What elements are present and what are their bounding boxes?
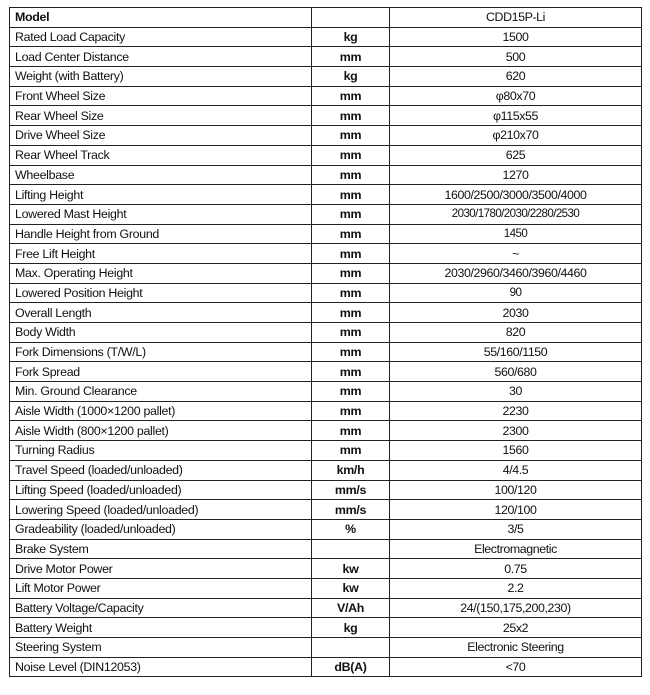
unit-cell: kw	[312, 559, 390, 579]
param-cell: Steering System	[10, 638, 312, 658]
param-cell: Free Lift Height	[10, 244, 312, 264]
unit-cell: km/h	[312, 460, 390, 480]
unit-cell: mm	[312, 323, 390, 343]
spec-row	[10, 47, 642, 67]
spec-row	[10, 106, 642, 126]
param-cell: Front Wheel Size	[10, 86, 312, 106]
unit-cell: mm	[312, 362, 390, 382]
unit-cell: mm	[312, 224, 390, 244]
value-cell: 2230	[390, 401, 642, 421]
param-cell: Min. Ground Clearance	[10, 382, 312, 402]
value-cell: 1500	[390, 27, 642, 47]
param-cell: Rear Wheel Track	[10, 145, 312, 165]
value-cell: 1600/2500/3000/3500/4000	[390, 185, 642, 205]
unit-cell: mm	[312, 126, 390, 146]
param-cell: Lowered Mast Height	[10, 204, 312, 224]
value-cell: 1270	[390, 165, 642, 185]
param-cell: Load Center Distance	[10, 47, 312, 67]
param-cell: Lowering Speed (loaded/unloaded)	[10, 500, 312, 520]
spec-row	[10, 559, 642, 579]
spec-row	[10, 657, 642, 677]
spec-row	[10, 323, 642, 343]
unit-cell: mm	[312, 165, 390, 185]
value-cell: 55/160/1150	[390, 342, 642, 362]
value-cell: 4/4.5	[390, 460, 642, 480]
spec-row	[10, 204, 642, 224]
param-cell: Max. Operating Height	[10, 263, 312, 283]
param-cell: Rear Wheel Size	[10, 106, 312, 126]
unit-cell: kw	[312, 578, 390, 598]
spec-row	[10, 500, 642, 520]
param-cell: Lowered Position Height	[10, 283, 312, 303]
spec-row	[10, 126, 642, 146]
spec-row	[10, 480, 642, 500]
spec-row	[10, 519, 642, 539]
spec-row	[10, 578, 642, 598]
spec-row	[10, 421, 642, 441]
param-cell: Lifting Height	[10, 185, 312, 205]
spec-row	[10, 86, 642, 106]
unit-cell: mm	[312, 185, 390, 205]
value-cell: 90	[390, 283, 642, 303]
value-cell: 1450	[390, 224, 642, 244]
unit-cell: mm	[312, 263, 390, 283]
value-cell: 24/(150,175,200,230)	[390, 598, 642, 618]
unit-cell: mm	[312, 382, 390, 402]
header-unit	[312, 8, 390, 28]
param-cell: Battery Weight	[10, 618, 312, 638]
spec-row	[10, 303, 642, 323]
unit-cell: kg	[312, 67, 390, 87]
value-cell: 30	[390, 382, 642, 402]
header-row	[10, 8, 642, 28]
value-cell: ~	[390, 244, 642, 264]
header-param: Model	[10, 8, 312, 28]
unit-cell: mm	[312, 244, 390, 264]
value-cell: 625	[390, 145, 642, 165]
param-cell: Lifting Speed (loaded/unloaded)	[10, 480, 312, 500]
spec-row	[10, 539, 642, 559]
unit-cell: dB(A)	[312, 657, 390, 677]
param-cell: Gradeability (loaded/unloaded)	[10, 519, 312, 539]
spec-row	[10, 382, 642, 402]
spec-row	[10, 638, 642, 658]
spec-sheet	[9, 7, 641, 677]
param-cell: Lift Motor Power	[10, 578, 312, 598]
unit-cell: mm	[312, 106, 390, 126]
spec-table	[9, 7, 642, 677]
value-cell: φ210x70	[390, 126, 642, 146]
param-cell: Overall Length	[10, 303, 312, 323]
value-cell: 2300	[390, 421, 642, 441]
unit-cell: mm	[312, 342, 390, 362]
unit-cell	[312, 539, 390, 559]
param-cell: Battery Voltage/Capacity	[10, 598, 312, 618]
spec-row	[10, 67, 642, 87]
param-cell: Travel Speed (loaded/unloaded)	[10, 460, 312, 480]
value-cell: <70	[390, 657, 642, 677]
value-cell: 100/120	[390, 480, 642, 500]
spec-row	[10, 263, 642, 283]
value-cell: 0.75	[390, 559, 642, 579]
param-cell: Fork Dimensions (T/W/L)	[10, 342, 312, 362]
param-cell: Turning Radius	[10, 441, 312, 461]
value-cell: 620	[390, 67, 642, 87]
param-cell: Handle Height from Ground	[10, 224, 312, 244]
param-cell: Weight (with Battery)	[10, 67, 312, 87]
value-cell: 120/100	[390, 500, 642, 520]
spec-row	[10, 244, 642, 264]
spec-row	[10, 362, 642, 382]
param-cell: Brake System	[10, 539, 312, 559]
unit-cell	[312, 638, 390, 658]
value-cell: φ80x70	[390, 86, 642, 106]
param-cell: Wheelbase	[10, 165, 312, 185]
header-model: CDD15P-Li	[390, 8, 642, 28]
spec-row	[10, 165, 642, 185]
spec-row	[10, 283, 642, 303]
unit-cell: mm	[312, 283, 390, 303]
value-cell: 500	[390, 47, 642, 67]
unit-cell: mm/s	[312, 500, 390, 520]
value-cell: 25x2	[390, 618, 642, 638]
param-cell: Rated Load Capacity	[10, 27, 312, 47]
unit-cell: mm	[312, 145, 390, 165]
spec-row	[10, 342, 642, 362]
unit-cell: mm	[312, 303, 390, 323]
unit-cell: kg	[312, 27, 390, 47]
param-cell: Fork Spread	[10, 362, 312, 382]
spec-row	[10, 145, 642, 165]
param-cell: Body Width	[10, 323, 312, 343]
param-cell: Aisle Width (800×1200 pallet)	[10, 421, 312, 441]
unit-cell: mm	[312, 401, 390, 421]
value-cell: Electromagnetic	[390, 539, 642, 559]
unit-cell: kg	[312, 618, 390, 638]
value-cell: 1560	[390, 441, 642, 461]
unit-cell: mm/s	[312, 480, 390, 500]
unit-cell: V/Ah	[312, 598, 390, 618]
spec-row	[10, 27, 642, 47]
value-cell: 560/680	[390, 362, 642, 382]
value-cell: 2.2	[390, 578, 642, 598]
spec-row	[10, 460, 642, 480]
unit-cell: %	[312, 519, 390, 539]
unit-cell: mm	[312, 204, 390, 224]
spec-row	[10, 618, 642, 638]
value-cell: φ115x55	[390, 106, 642, 126]
value-cell: 2030	[390, 303, 642, 323]
spec-row	[10, 401, 642, 421]
value-cell: 3/5	[390, 519, 642, 539]
value-cell: 2030/2960/3460/3960/4460	[390, 263, 642, 283]
value-cell: Electronic Steering	[390, 638, 642, 658]
spec-row	[10, 598, 642, 618]
param-cell: Noise Level (DIN12053)	[10, 657, 312, 677]
spec-row	[10, 224, 642, 244]
value-cell: 820	[390, 323, 642, 343]
unit-cell: mm	[312, 421, 390, 441]
param-cell: Aisle Width (1000×1200 pallet)	[10, 401, 312, 421]
spec-row	[10, 185, 642, 205]
spec-row	[10, 441, 642, 461]
unit-cell: mm	[312, 86, 390, 106]
value-cell: 2030/1780/2030/2280/2530	[390, 204, 642, 224]
unit-cell: mm	[312, 47, 390, 67]
param-cell: Drive Motor Power	[10, 559, 312, 579]
unit-cell: mm	[312, 441, 390, 461]
param-cell: Drive Wheel Size	[10, 126, 312, 146]
